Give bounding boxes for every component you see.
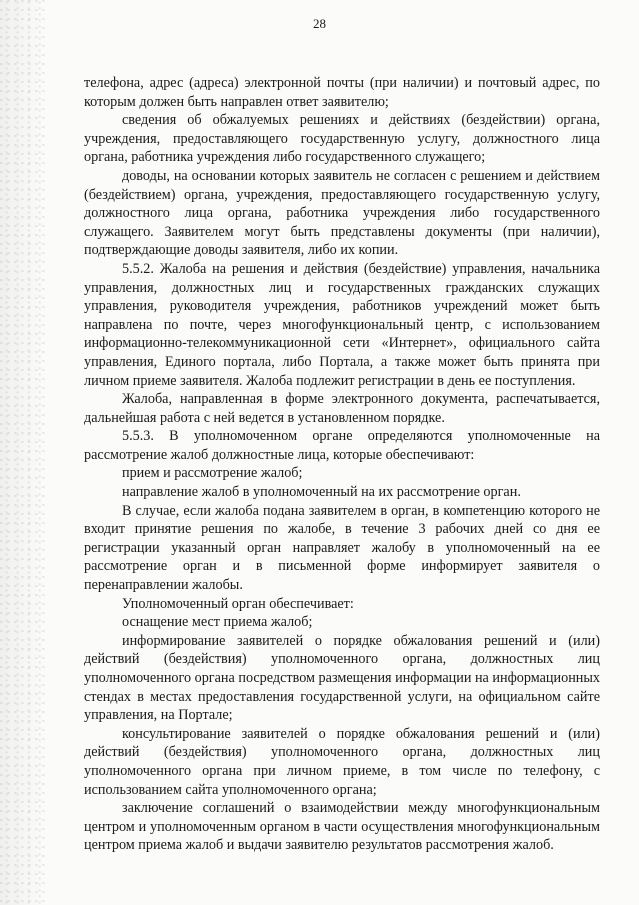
paragraph: консультирование заявителей о порядке обжалования решений и (или) действий (бездействия) уполномоченного органа, должностных лиц уполномоченного органа при личном приеме, в том числе по телефону, с использованием сайта уполномоченного органа; [84,725,600,798]
paragraph: информирование заявителей о порядке обжалования решений и (или) действий (бездействия) уполномоченного органа, должностных лиц уполномоченного органа посредством размещения информации на информационных стендах в местах предоставления государственной услуги, на официальном сайте управления, на Портале; [84,632,601,724]
paragraph: 5.5.2. Жалоба на решения и действия (бездействие) управления, начальника управления, должностных лиц и государственных гражданских служащих управления, руководителя учреждения, работников учреждений может быть направлена по почте, через многофункциональный центр, с использованием информационно-телекоммуникационной сети «Интернет», официального сайта управления, Единого портала, либо Портала, а также может быть принята при личном приеме заявителя. Жалоба подлежит регистрации в день ее поступления. [84,260,600,389]
document-body [84,74,600,855]
page-number: 28 [313,16,326,31]
paragraph: прием и рассмотрение жалоб; [122,465,303,482]
paragraph: В случае, если жалоба подана заявителем в орган, в компетенцию которого не входит принятие решения по жалобе, в течение 3 рабочих дней со дня ее регистрации указанный орган направляет жалобу в уполномоченный на ее рассмотрение орган и в письменной форме информирует заявителя о перенаправлении жалобы. [84,502,600,594]
paragraph: заключение соглашений о взаимодействии между многофункциональным центром и уполномоченным органом в части осуществления многофункциональным центром приема жалоб и выдачи заявителю результатов рассмотрения жалоб. [84,800,600,854]
paragraph: сведения об обжалуемых решениях и действиях (бездействии) органа, учреждения, предоставляющего государственную услугу, должностного лица органа, работника учреждения либо государственного служащего; [84,112,600,166]
paragraph: доводы, на основании которых заявитель не согласен с решением и действием (бездействием) органа, учреждения, предоставляющего государственную услугу, должностного лица органа, работника учреждения либо государственного служащего. Заявителем могут быть представлены документы (при наличии), подтверждающие доводы заявителя, либо их копии. [84,167,600,259]
paragraph: Уполномоченный орган обеспечивает: [122,595,354,612]
scan-edge-noise [0,0,46,905]
paragraph: оснащение мест приема жалоб; [122,614,313,631]
paragraph: Жалоба, направленная в форме электронного документа, распечатывается, дальнейшая работа с ней ведется в установленном порядке. [84,391,600,426]
paragraph: 5.5.3. В уполномоченном органе определяются уполномоченные на рассмотрение жалоб должностные лица, которые обеспечивают: [84,428,600,463]
paragraph: телефона, адрес (адреса) электронной почты (при наличии) и почтовый адрес, по которым должен быть направлен ответ заявителю; [84,75,600,110]
paragraph: направление жалоб в уполномоченный на их рассмотрение орган. [122,484,521,501]
